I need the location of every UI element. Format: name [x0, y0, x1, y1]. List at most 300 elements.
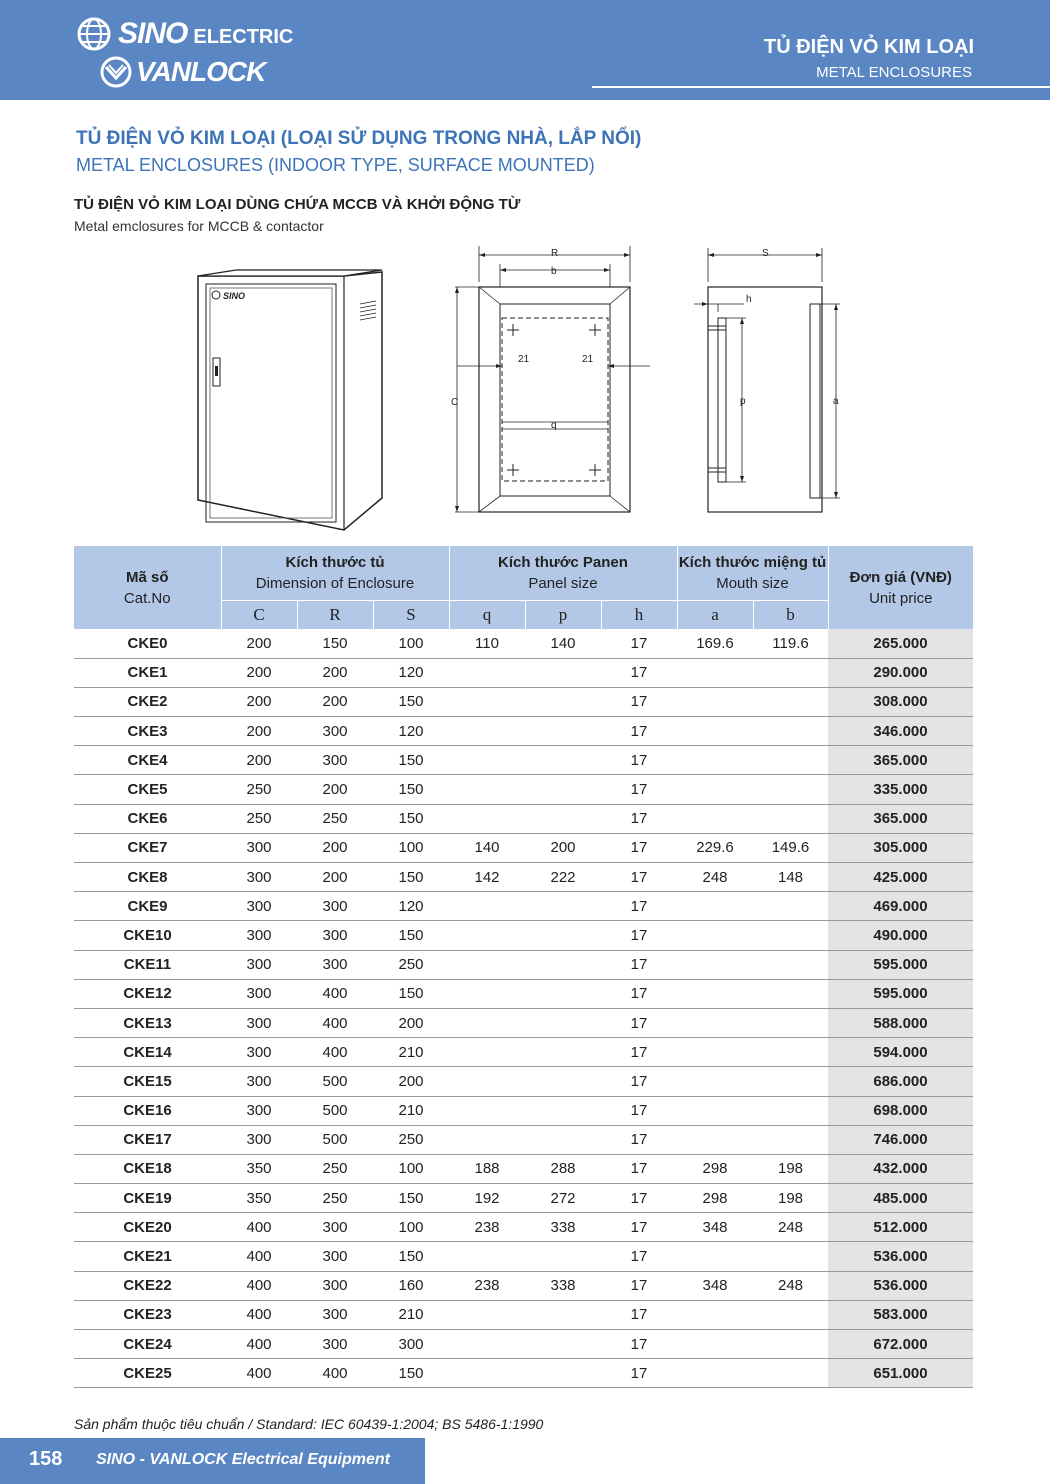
dim-S-label: S — [762, 248, 769, 259]
section-title-en: METAL ENCLOSURES (INDOOR TYPE, SURFACE MOUNTED) — [76, 155, 595, 175]
page-footer — [0, 1438, 425, 1484]
table-cell: 150 — [373, 1359, 449, 1388]
table-cell: 17 — [601, 921, 677, 950]
table-row — [74, 717, 973, 746]
table-row — [74, 979, 973, 1008]
table-row — [74, 775, 973, 804]
table-cell: 300 — [297, 950, 373, 979]
spec-table-body — [74, 629, 973, 1388]
table-cell — [525, 1125, 601, 1154]
table-cell: 298 — [677, 1154, 753, 1183]
table-cell: 120 — [373, 717, 449, 746]
cat-no-cell: CKE8 — [74, 863, 221, 892]
table-cell — [449, 1242, 525, 1271]
dim-b-label: b — [551, 266, 557, 277]
table-cell — [449, 717, 525, 746]
table-cell — [677, 1008, 753, 1037]
table-cell — [753, 658, 828, 687]
table-cell: 250 — [221, 775, 297, 804]
table-cell: 17 — [601, 892, 677, 921]
table-cell: 300 — [221, 1038, 297, 1067]
table-cell: 200 — [373, 1008, 449, 1037]
table-cell: 300 — [297, 1242, 373, 1271]
table-cell: 140 — [449, 833, 525, 862]
table-cell: 272 — [525, 1184, 601, 1213]
table-cell: 210 — [373, 1038, 449, 1067]
col-group-mouth-en: Mouth size — [716, 574, 789, 592]
dim-21-left-label: 21 — [518, 354, 530, 365]
col-header-a: a — [677, 600, 753, 629]
table-cell: 400 — [221, 1242, 297, 1271]
col-header-cat-en: Cat.No — [123, 589, 171, 607]
table-cell — [753, 950, 828, 979]
table-cell — [525, 1300, 601, 1329]
table-cell: 119.6 — [753, 629, 828, 658]
table-cell — [525, 775, 601, 804]
standard-note: Sản phẩm thuộc tiêu chuẩn / Standard: IEC 60439-1:2004; BS 5486-1:1990 — [74, 1416, 544, 1432]
table-cell: 300 — [297, 1271, 373, 1300]
table-cell — [449, 804, 525, 833]
table-cell — [753, 1359, 828, 1388]
col-header-R: R — [297, 600, 373, 629]
table-cell — [677, 775, 753, 804]
table-cell — [677, 658, 753, 687]
col-header-C: C — [221, 600, 297, 629]
table-cell: 200 — [221, 658, 297, 687]
table-cell — [753, 1330, 828, 1359]
table-cell — [753, 717, 828, 746]
table-cell: 238 — [449, 1213, 525, 1242]
table-cell: 160 — [373, 1271, 449, 1300]
table-cell: 120 — [373, 658, 449, 687]
table-cell — [753, 892, 828, 921]
table-cell: 400 — [221, 1213, 297, 1242]
table-cell — [753, 1038, 828, 1067]
section-title-vi: TỦ ĐIỆN VỎ KIM LOẠI (LOẠI SỬ DỤNG TRONG NHÀ, LẮP NỔI) — [76, 128, 642, 149]
table-cell: 149.6 — [753, 833, 828, 862]
dim-21-right-label: 21 — [582, 354, 594, 365]
table-cell — [525, 1359, 601, 1388]
table-cell: 300 — [297, 1330, 373, 1359]
cat-no-cell: CKE23 — [74, 1300, 221, 1329]
col-header-q: q — [449, 600, 525, 629]
dim-p-label: p — [740, 396, 746, 407]
col-header-cat-vi: Mã số — [125, 568, 169, 586]
vanlock-emblem-icon — [100, 56, 132, 88]
table-cell — [525, 804, 601, 833]
table-cell: 17 — [601, 1242, 677, 1271]
cat-no-cell: CKE6 — [74, 804, 221, 833]
enclosure-perspective-drawing — [194, 268, 386, 536]
cat-no-cell: CKE22 — [74, 1271, 221, 1300]
price-cell: 365.000 — [828, 804, 973, 833]
table-cell: 150 — [373, 1184, 449, 1213]
price-cell: 672.000 — [828, 1330, 973, 1359]
table-cell: 300 — [297, 746, 373, 775]
table-cell: 150 — [373, 775, 449, 804]
cat-no-cell: CKE20 — [74, 1213, 221, 1242]
col-group-panel-en: Panel size — [528, 574, 598, 592]
table-cell: 200 — [297, 863, 373, 892]
table-cell — [449, 658, 525, 687]
table-cell: 248 — [677, 863, 753, 892]
page-header — [0, 0, 1050, 100]
vanlock-logo — [100, 55, 265, 89]
table-row — [74, 1271, 973, 1300]
table-cell — [753, 746, 828, 775]
table-cell: 200 — [373, 1067, 449, 1096]
table-cell: 17 — [601, 950, 677, 979]
table-cell — [525, 687, 601, 716]
table-cell: 300 — [297, 1300, 373, 1329]
table-cell: 300 — [221, 1125, 297, 1154]
front-view-drawing — [445, 242, 655, 522]
price-cell: 594.000 — [828, 1038, 973, 1067]
price-cell: 536.000 — [828, 1242, 973, 1271]
table-cell — [525, 950, 601, 979]
col-group-mouth-vi: Kích thước miệng tủ — [678, 553, 827, 571]
table-cell: 17 — [601, 1213, 677, 1242]
table-cell — [525, 717, 601, 746]
table-cell — [449, 892, 525, 921]
cat-no-cell: CKE7 — [74, 833, 221, 862]
table-row — [74, 629, 973, 658]
table-cell — [677, 979, 753, 1008]
cat-no-cell: CKE2 — [74, 687, 221, 716]
dim-h-label: h — [746, 294, 752, 305]
col-group-panel — [449, 546, 677, 600]
table-cell: 17 — [601, 1008, 677, 1037]
table-cell: 17 — [601, 687, 677, 716]
subsection-title-vi: TỦ ĐIỆN VỎ KIM LOẠI DÙNG CHỨA MCCB VÀ KHỞI ĐỘNG TỪ — [74, 196, 521, 213]
table-cell: 300 — [221, 1067, 297, 1096]
price-cell: 365.000 — [828, 746, 973, 775]
side-view-drawing — [684, 242, 844, 522]
table-cell: 250 — [297, 1154, 373, 1183]
cat-no-cell: CKE11 — [74, 950, 221, 979]
col-header-p: p — [525, 600, 601, 629]
table-cell — [525, 1038, 601, 1067]
col-header-price-vi: Đơn giá (VNĐ) — [849, 568, 952, 586]
dim-a-label: a — [833, 396, 839, 407]
table-cell: 338 — [525, 1213, 601, 1242]
table-cell: 300 — [297, 921, 373, 950]
table-cell — [753, 1242, 828, 1271]
price-cell: 536.000 — [828, 1271, 973, 1300]
table-cell — [753, 775, 828, 804]
table-cell: 229.6 — [677, 833, 753, 862]
price-cell: 485.000 — [828, 1184, 973, 1213]
table-row — [74, 1038, 973, 1067]
table-cell: 350 — [221, 1154, 297, 1183]
table-cell: 150 — [373, 687, 449, 716]
table-cell — [753, 687, 828, 716]
dim-q-label: q — [551, 420, 557, 431]
table-cell: 400 — [221, 1359, 297, 1388]
table-cell: 250 — [297, 804, 373, 833]
table-cell: 300 — [221, 863, 297, 892]
table-cell: 17 — [601, 1038, 677, 1067]
table-cell: 100 — [373, 1213, 449, 1242]
table-row — [74, 863, 973, 892]
col-header-price-en: Unit price — [869, 589, 933, 607]
table-cell: 17 — [601, 658, 677, 687]
table-row — [74, 833, 973, 862]
table-cell: 300 — [221, 833, 297, 862]
col-header-S: S — [373, 600, 449, 629]
table-cell — [449, 1067, 525, 1096]
col-header-price — [828, 546, 973, 629]
table-cell: 300 — [297, 1213, 373, 1242]
table-cell: 400 — [297, 1008, 373, 1037]
price-cell: 651.000 — [828, 1359, 973, 1388]
table-cell: 248 — [753, 1213, 828, 1242]
table-cell: 17 — [601, 979, 677, 1008]
price-cell: 686.000 — [828, 1067, 973, 1096]
table-cell: 188 — [449, 1154, 525, 1183]
table-cell — [677, 1359, 753, 1388]
col-header-cat-no — [74, 546, 221, 629]
table-cell: 238 — [449, 1271, 525, 1300]
table-cell: 300 — [297, 892, 373, 921]
table-cell: 338 — [525, 1271, 601, 1300]
table-cell: 210 — [373, 1300, 449, 1329]
table-cell — [677, 1300, 753, 1329]
table-cell: 200 — [297, 775, 373, 804]
table-cell — [525, 1008, 601, 1037]
table-cell: 250 — [297, 1184, 373, 1213]
table-cell: 400 — [221, 1330, 297, 1359]
table-cell — [677, 717, 753, 746]
table-row — [74, 1213, 973, 1242]
table-cell: 150 — [373, 979, 449, 1008]
door-logo-text: SINO — [223, 291, 246, 301]
table-cell: 300 — [221, 1096, 297, 1125]
table-cell — [677, 892, 753, 921]
table-cell: 210 — [373, 1096, 449, 1125]
table-cell: 400 — [221, 1271, 297, 1300]
price-cell: 346.000 — [828, 717, 973, 746]
logo-vanlock-text: VANLOCK — [136, 56, 266, 87]
dim-C-label: C — [451, 397, 459, 408]
cat-no-cell: CKE17 — [74, 1125, 221, 1154]
table-cell: 300 — [221, 950, 297, 979]
table-cell — [525, 746, 601, 775]
cat-no-cell: CKE4 — [74, 746, 221, 775]
price-cell: 583.000 — [828, 1300, 973, 1329]
table-cell: 348 — [677, 1271, 753, 1300]
table-row — [74, 950, 973, 979]
table-cell: 200 — [221, 717, 297, 746]
table-cell — [677, 1067, 753, 1096]
table-cell: 17 — [601, 1125, 677, 1154]
cat-no-cell: CKE25 — [74, 1359, 221, 1388]
table-cell: 17 — [601, 746, 677, 775]
table-cell: 17 — [601, 775, 677, 804]
table-row — [74, 1125, 973, 1154]
cat-no-cell: CKE21 — [74, 1242, 221, 1271]
cat-no-cell: CKE19 — [74, 1184, 221, 1213]
table-row — [74, 1008, 973, 1037]
table-cell: 100 — [373, 833, 449, 862]
cat-no-cell: CKE9 — [74, 892, 221, 921]
table-cell — [449, 775, 525, 804]
col-group-enclosure-vi: Kích thước tủ — [285, 553, 385, 571]
page-number: 158 — [29, 1448, 63, 1470]
table-cell: 300 — [297, 717, 373, 746]
table-cell: 250 — [373, 1125, 449, 1154]
table-cell: 198 — [753, 1154, 828, 1183]
table-cell: 17 — [601, 1271, 677, 1300]
table-cell: 17 — [601, 1067, 677, 1096]
table-cell: 300 — [221, 892, 297, 921]
table-cell: 200 — [297, 658, 373, 687]
col-group-enclosure — [221, 546, 449, 600]
cat-no-cell: CKE0 — [74, 629, 221, 658]
col-header-b: b — [753, 600, 828, 629]
table-cell — [449, 746, 525, 775]
sino-electric-logo — [76, 14, 293, 54]
table-cell — [449, 687, 525, 716]
table-cell: 200 — [297, 687, 373, 716]
table-row — [74, 1242, 973, 1271]
table-row — [74, 1359, 973, 1388]
table-cell: 500 — [297, 1067, 373, 1096]
table-cell: 17 — [601, 804, 677, 833]
table-cell — [677, 804, 753, 833]
table-cell — [525, 1067, 601, 1096]
col-group-enclosure-en: Dimension of Enclosure — [255, 574, 415, 592]
table-cell: 250 — [221, 804, 297, 833]
table-cell: 17 — [601, 833, 677, 862]
table-cell: 150 — [373, 921, 449, 950]
table-cell: 17 — [601, 1096, 677, 1125]
table-cell: 17 — [601, 717, 677, 746]
table-cell: 288 — [525, 1154, 601, 1183]
header-subtitle: METAL ENCLOSURES — [816, 64, 972, 81]
table-cell: 300 — [373, 1330, 449, 1359]
cat-no-cell: CKE5 — [74, 775, 221, 804]
table-row — [74, 687, 973, 716]
cat-no-cell: CKE14 — [74, 1038, 221, 1067]
table-cell — [525, 892, 601, 921]
table-cell: 100 — [373, 629, 449, 658]
cat-no-cell: CKE1 — [74, 658, 221, 687]
spec-table — [74, 546, 973, 1388]
table-cell: 200 — [221, 629, 297, 658]
table-cell — [677, 1038, 753, 1067]
table-cell: 150 — [373, 1242, 449, 1271]
logo-electric-text: ELECTRIC — [193, 25, 294, 48]
header-divider — [592, 86, 1050, 88]
table-cell — [677, 950, 753, 979]
table-cell: 148 — [753, 863, 828, 892]
table-cell — [525, 658, 601, 687]
table-row — [74, 1154, 973, 1183]
table-cell — [525, 1242, 601, 1271]
table-row — [74, 1184, 973, 1213]
table-cell: 298 — [677, 1184, 753, 1213]
table-cell: 200 — [221, 687, 297, 716]
header-title: TỦ ĐIỆN VỎ KIM LOẠI — [764, 36, 974, 58]
table-cell — [753, 1300, 828, 1329]
table-cell: 150 — [297, 629, 373, 658]
table-cell: 222 — [525, 863, 601, 892]
price-cell: 746.000 — [828, 1125, 973, 1154]
table-cell: 17 — [601, 863, 677, 892]
col-header-h: h — [601, 600, 677, 629]
table-cell — [677, 687, 753, 716]
logo-sino-text: SINO — [118, 17, 188, 50]
table-cell: 400 — [297, 979, 373, 1008]
price-cell: 265.000 — [828, 629, 973, 658]
price-cell: 308.000 — [828, 687, 973, 716]
price-cell: 469.000 — [828, 892, 973, 921]
price-cell: 432.000 — [828, 1154, 973, 1183]
table-cell: 350 — [221, 1184, 297, 1213]
table-cell — [677, 1096, 753, 1125]
table-cell — [449, 1300, 525, 1329]
price-cell: 335.000 — [828, 775, 973, 804]
table-cell — [753, 1125, 828, 1154]
table-cell — [753, 979, 828, 1008]
table-cell — [449, 950, 525, 979]
table-cell: 150 — [373, 746, 449, 775]
price-cell: 588.000 — [828, 1008, 973, 1037]
table-cell: 348 — [677, 1213, 753, 1242]
footer-text: SINO - VANLOCK Electrical Equipment — [96, 1451, 390, 1468]
table-cell: 17 — [601, 629, 677, 658]
cat-no-cell: CKE13 — [74, 1008, 221, 1037]
table-cell: 200 — [297, 833, 373, 862]
table-cell: 17 — [601, 1154, 677, 1183]
table-row — [74, 658, 973, 687]
table-cell: 400 — [221, 1300, 297, 1329]
price-cell: 290.000 — [828, 658, 973, 687]
table-row — [74, 746, 973, 775]
table-cell — [449, 921, 525, 950]
table-cell — [677, 1330, 753, 1359]
price-cell: 698.000 — [828, 1096, 973, 1125]
table-cell: 169.6 — [677, 629, 753, 658]
col-group-panel-vi: Kích thước Panen — [498, 553, 628, 571]
table-row — [74, 921, 973, 950]
table-cell: 17 — [601, 1300, 677, 1329]
table-cell: 150 — [373, 804, 449, 833]
col-group-mouth — [677, 546, 828, 600]
table-cell — [525, 1330, 601, 1359]
price-cell: 490.000 — [828, 921, 973, 950]
table-cell — [525, 921, 601, 950]
table-row — [74, 1067, 973, 1096]
table-row — [74, 1330, 973, 1359]
table-cell: 110 — [449, 629, 525, 658]
dim-R-label: R — [551, 248, 559, 259]
table-cell: 500 — [297, 1096, 373, 1125]
table-cell — [449, 1038, 525, 1067]
table-cell: 142 — [449, 863, 525, 892]
table-cell: 300 — [221, 921, 297, 950]
table-cell: 400 — [297, 1038, 373, 1067]
cat-no-cell: CKE10 — [74, 921, 221, 950]
price-cell: 595.000 — [828, 979, 973, 1008]
table-cell: 198 — [753, 1184, 828, 1213]
table-cell — [753, 1008, 828, 1037]
cat-no-cell: CKE18 — [74, 1154, 221, 1183]
price-cell: 305.000 — [828, 833, 973, 862]
cat-no-cell: CKE3 — [74, 717, 221, 746]
table-cell: 17 — [601, 1184, 677, 1213]
